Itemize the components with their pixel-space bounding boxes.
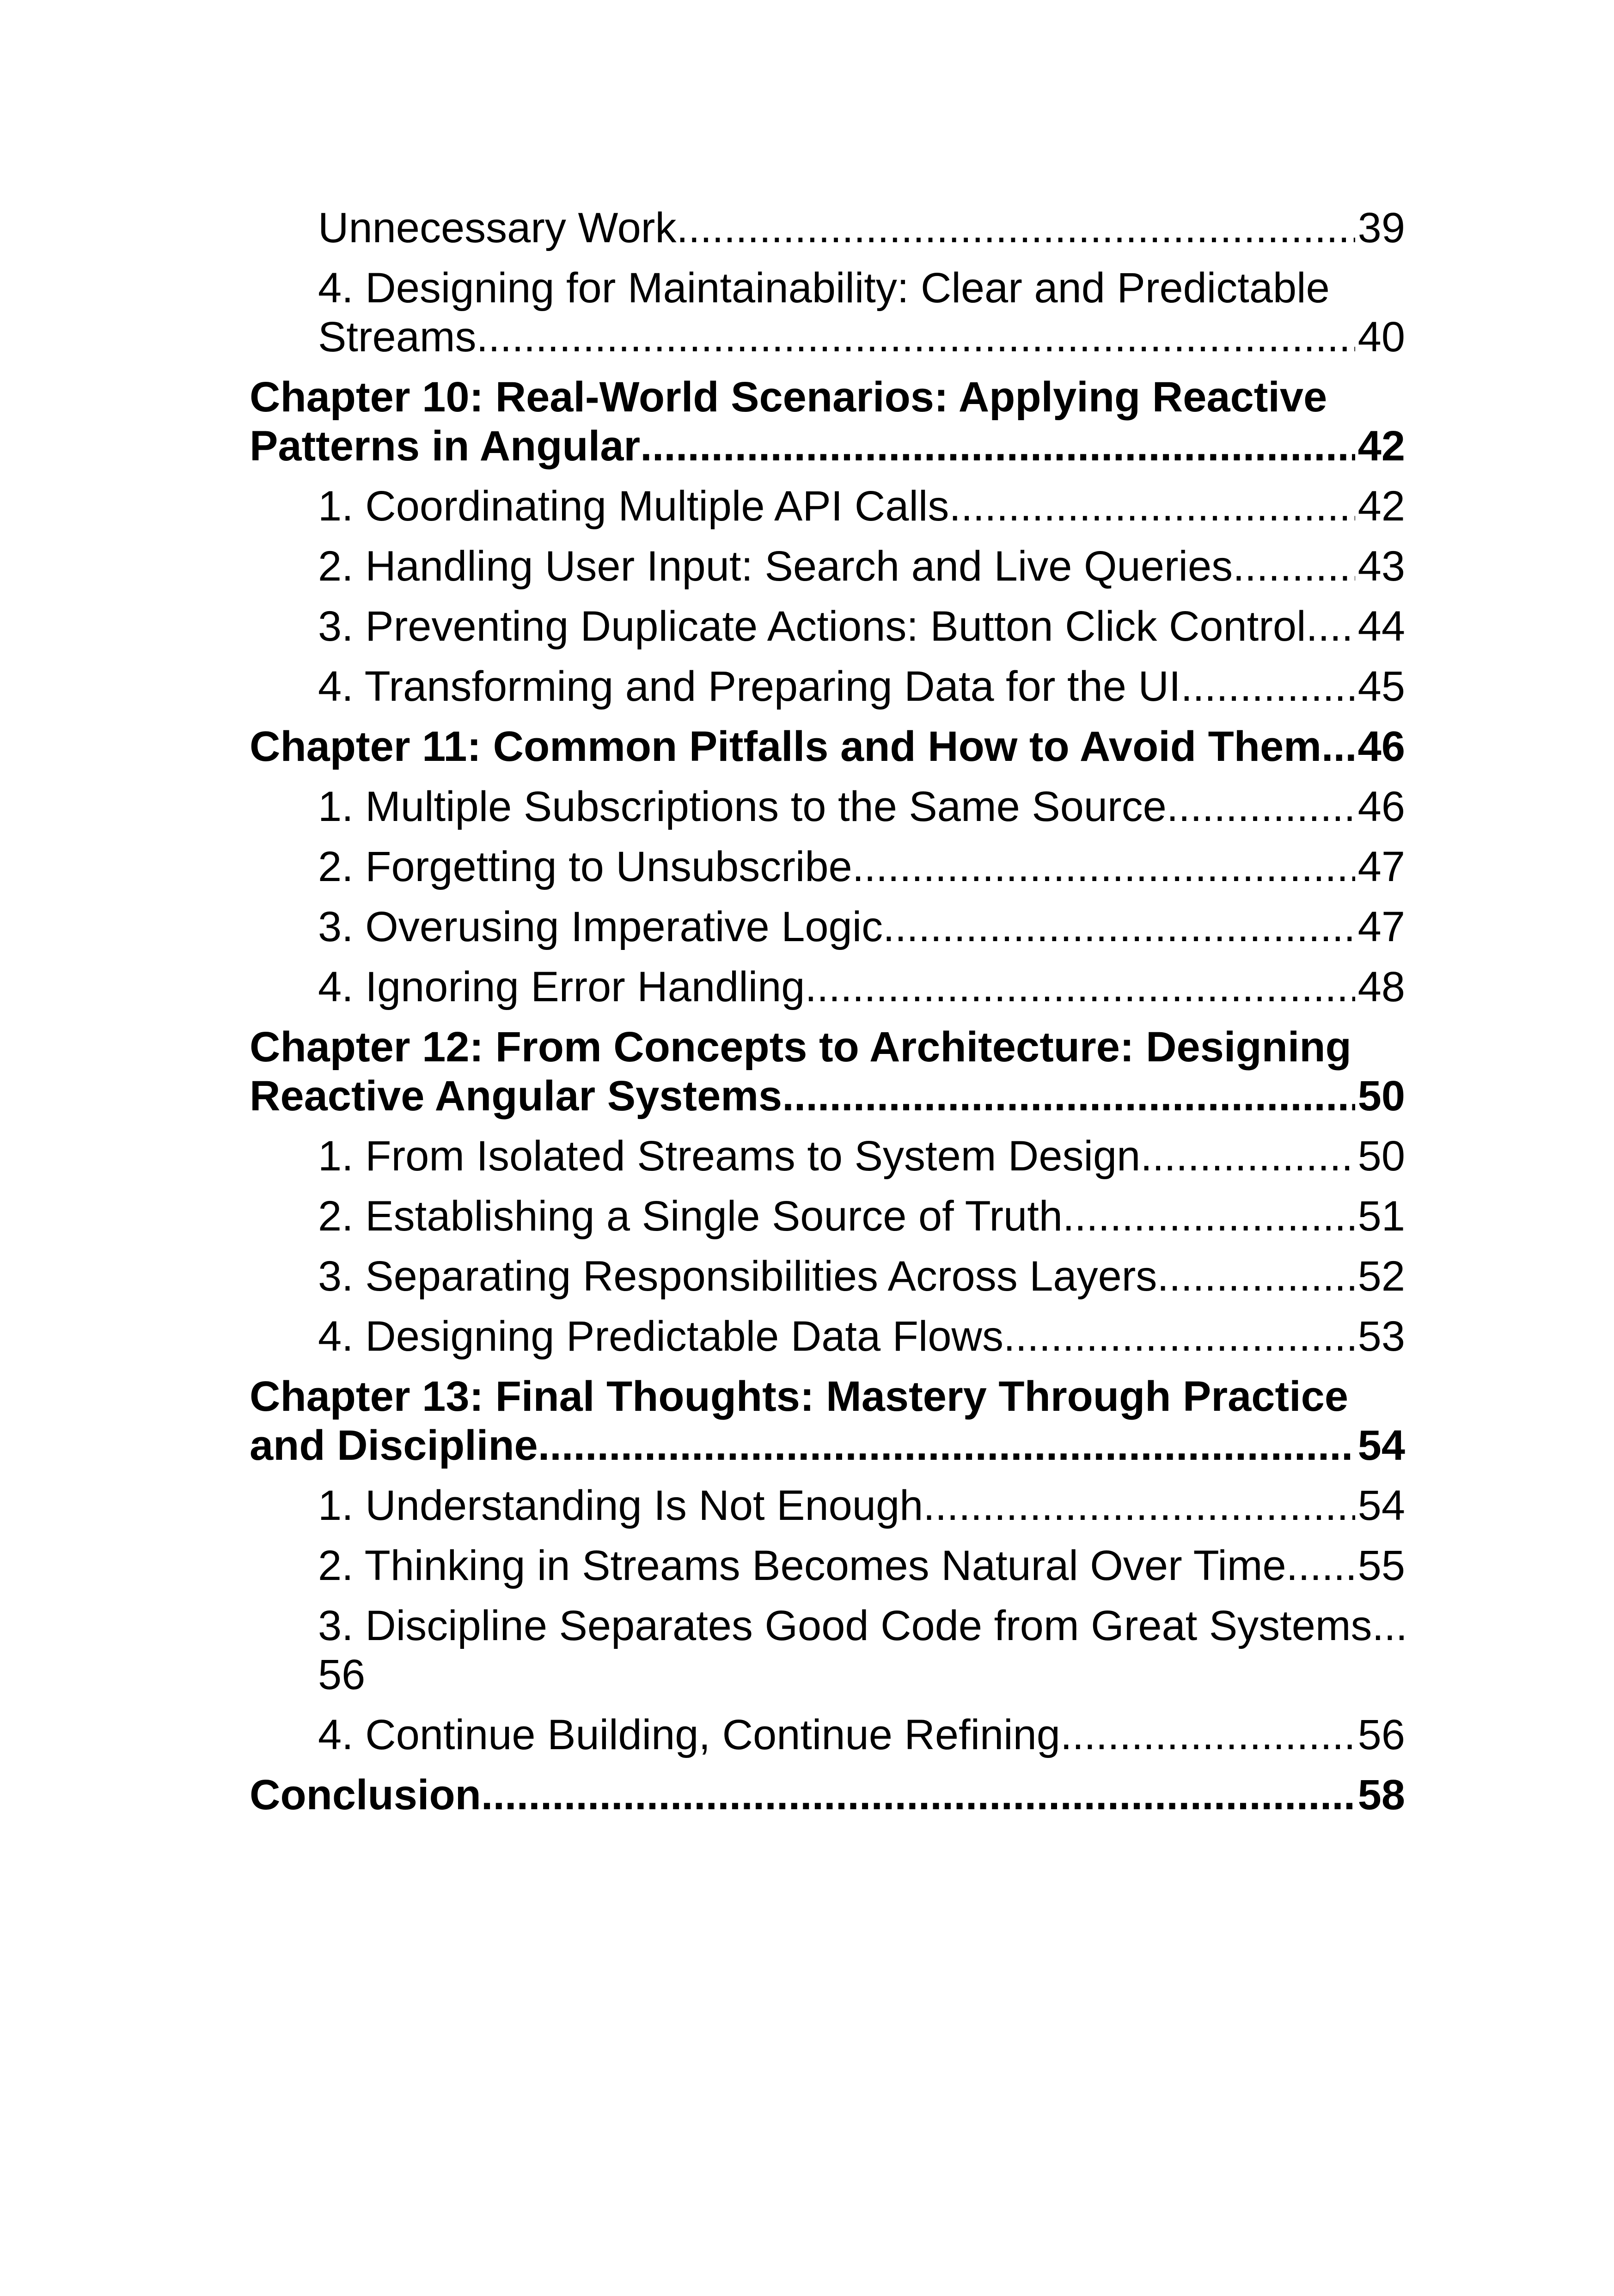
toc-page-number: 58 <box>1357 1771 1405 1818</box>
toc-entry-title: 4. Designing for Maintainability: Clear and Predictable <box>318 264 1330 312</box>
toc-page-number: 42 <box>1357 422 1405 470</box>
dot-leader <box>1157 1252 1355 1301</box>
toc-entry-title: 4. Designing Predictable Data Flows <box>318 1313 1003 1360</box>
dot-leader <box>852 842 1355 891</box>
toc-page-number: 46 <box>1357 783 1405 830</box>
toc-page-number: 56 <box>318 1651 366 1698</box>
dot-leader <box>1140 1132 1355 1181</box>
dot-leader <box>949 482 1355 531</box>
dot-leader <box>883 902 1355 951</box>
toc-page-number: 48 <box>1357 963 1405 1010</box>
toc-page-number: 50 <box>1357 1133 1405 1180</box>
toc-chapter-entry[interactable] <box>250 373 1405 471</box>
dot-leader <box>538 1421 1355 1470</box>
toc-chapter-entry[interactable] <box>250 1022 1405 1120</box>
table-of-contents <box>250 203 1408 1831</box>
toc-chapter-title-continued: and Discipline <box>250 1422 538 1469</box>
toc-chapter-title: Chapter 10: Real-World Scenarios: Applying Reactive <box>250 373 1327 421</box>
toc-page-number: 43 <box>1357 543 1405 590</box>
toc-entry[interactable] <box>250 1541 1405 1590</box>
toc-page-number: 47 <box>1357 843 1405 890</box>
toc-entry-title: Unnecessary Work <box>318 204 677 251</box>
toc-entry[interactable] <box>250 1710 1405 1759</box>
toc-entry-title: 4. Continue Building, Continue Refining <box>318 1711 1060 1758</box>
toc-page-number: 47 <box>1357 903 1405 950</box>
toc-chapter-title: Chapter 11: Common Pitfalls and How to Avoid Them <box>250 723 1321 770</box>
toc-entry-title-continued: Streams <box>318 313 477 361</box>
dot-leader <box>1306 602 1355 651</box>
dot-leader <box>782 1071 1355 1120</box>
toc-page-number: 54 <box>1357 1482 1405 1529</box>
toc-chapter-title: Conclusion <box>250 1771 481 1818</box>
toc-entry-title: 1. Understanding Is Not Enough <box>318 1482 923 1529</box>
toc-page-number: 40 <box>1357 313 1405 361</box>
toc-chapter-entry[interactable] <box>250 1372 1405 1470</box>
dot-leader <box>923 1481 1355 1530</box>
toc-entry[interactable] <box>250 902 1405 951</box>
toc-entry[interactable] <box>250 1312 1405 1361</box>
toc-page-number: 55 <box>1357 1542 1405 1589</box>
toc-entry[interactable] <box>250 203 1405 252</box>
dot-leader <box>477 312 1355 361</box>
toc-page-number: 44 <box>1357 603 1405 650</box>
dot-leader <box>1321 722 1355 771</box>
toc-entry-title: 3. Separating Responsibilities Across Layers <box>318 1253 1157 1300</box>
toc-chapter-title-continued: Reactive Angular Systems <box>250 1072 783 1120</box>
toc-entry-title: 1. Multiple Subscriptions to the Same Source <box>318 783 1167 830</box>
dot-leader <box>1063 1192 1355 1241</box>
toc-chapter-title: Chapter 12: From Concepts to Architecture: Designing <box>250 1023 1351 1071</box>
toc-page-number: 42 <box>1357 483 1405 530</box>
toc-page-number: 50 <box>1357 1072 1405 1120</box>
toc-entry-title: 2. Thinking in Streams Becomes Natural Over Time <box>318 1542 1286 1589</box>
toc-chapter-entry[interactable] <box>250 722 1405 771</box>
dot-leader <box>1286 1541 1355 1590</box>
toc-entry-title: 1. Coordinating Multiple API Calls <box>318 483 949 530</box>
toc-entry-title: 3. Preventing Duplicate Actions: Button Click Control <box>318 603 1306 650</box>
toc-entry[interactable] <box>250 263 1405 361</box>
toc-chapter-title-continued: Patterns in Angular <box>250 422 641 470</box>
toc-page-number: 52 <box>1357 1253 1405 1300</box>
toc-entry[interactable] <box>250 662 1405 711</box>
dot-leader <box>1060 1710 1355 1759</box>
toc-entry[interactable] <box>250 482 1405 531</box>
toc-entry-title: 3. Discipline Separates Good Code from Great Systems... <box>318 1602 1408 1649</box>
toc-chapter-title: Chapter 13: Final Thoughts: Mastery Through Practice <box>250 1373 1348 1420</box>
toc-entry-title: 2. Handling User Input: Search and Live Queries <box>318 543 1233 590</box>
toc-page-number: 54 <box>1357 1422 1405 1469</box>
toc-page-number: 39 <box>1357 204 1405 251</box>
toc-page-number: 46 <box>1357 723 1405 770</box>
dot-leader <box>1003 1312 1355 1361</box>
toc-entry[interactable] <box>250 1252 1405 1301</box>
toc-entry[interactable] <box>250 542 1405 591</box>
toc-entry-title: 2. Establishing a Single Source of Truth <box>318 1193 1063 1240</box>
toc-entry[interactable] <box>250 602 1405 651</box>
toc-entry[interactable] <box>250 782 1405 831</box>
toc-entry-title: 3. Overusing Imperative Logic <box>318 903 883 950</box>
toc-entry[interactable] <box>250 842 1405 891</box>
toc-entry[interactable] <box>250 1132 1405 1181</box>
dot-leader <box>1167 782 1355 831</box>
toc-entry-title: 1. From Isolated Streams to System Design <box>318 1133 1141 1180</box>
toc-chapter-entry[interactable] <box>250 1770 1405 1819</box>
dot-leader <box>640 422 1355 471</box>
dot-leader <box>1181 662 1355 711</box>
toc-entry[interactable] <box>250 962 1405 1011</box>
toc-entry[interactable] <box>250 1481 1405 1530</box>
toc-entry-title: 4. Transforming and Preparing Data for the UI <box>318 663 1181 710</box>
toc-page-number: 51 <box>1357 1193 1405 1240</box>
toc-page-number: 53 <box>1357 1313 1405 1360</box>
toc-page-number: 56 <box>1357 1711 1405 1758</box>
dot-leader <box>676 203 1355 252</box>
toc-entry[interactable] <box>250 1601 1408 1699</box>
dot-leader <box>481 1770 1355 1819</box>
toc-page-number: 45 <box>1357 663 1405 710</box>
toc-entry-title: 4. Ignoring Error Handling <box>318 963 805 1010</box>
toc-entry-title: 2. Forgetting to Unsubscribe <box>318 843 852 890</box>
dot-leader <box>1233 542 1355 591</box>
dot-leader <box>805 962 1355 1011</box>
toc-entry[interactable] <box>250 1192 1405 1241</box>
